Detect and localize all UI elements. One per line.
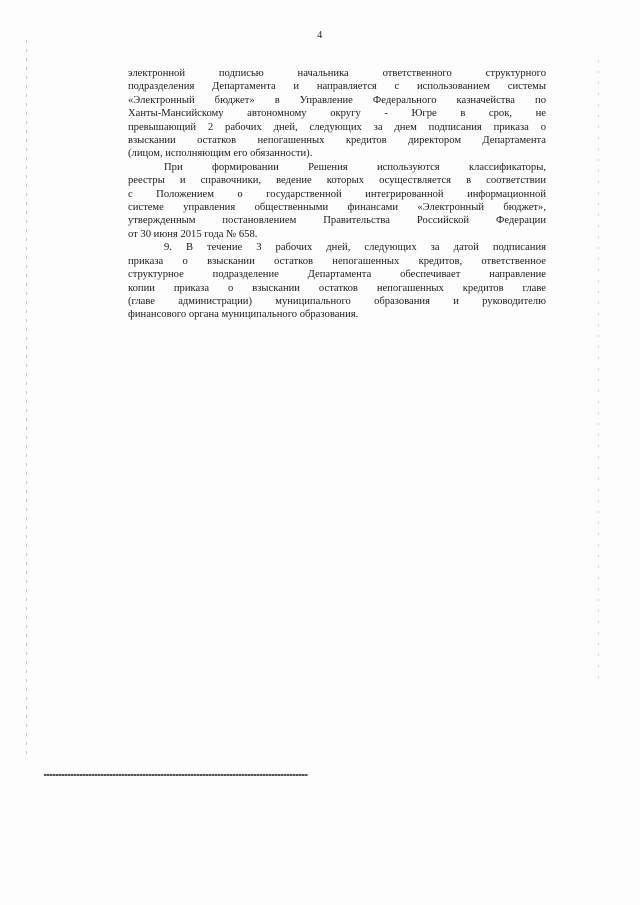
text-line: с Положением о государственной интегрированной информационной bbox=[128, 188, 546, 200]
text-line: 9. В течение 3 рабочих дней, следующих за датой подписания bbox=[164, 242, 546, 254]
text-line: взыскании остатков непогашенных кредитов директором Департамента bbox=[128, 135, 546, 147]
text-line: электронной подписью начальника ответственного структурного bbox=[128, 68, 546, 79]
text-line: утвержденным постановлением Правительства Российской Федерации bbox=[128, 215, 546, 227]
document-body bbox=[128, 67, 546, 322]
paragraph-classifiers bbox=[128, 161, 546, 241]
text-line: структурное подразделение Департамента обеспечивает направление bbox=[128, 269, 546, 281]
text-line: подразделения Департамента и направляется с использованием системы bbox=[128, 81, 546, 93]
text-line: от 30 июня 2015 года № 658. bbox=[128, 228, 258, 240]
text-line: Ханты-Мансийскому автономному округу - Югре в срок, не bbox=[128, 108, 546, 120]
text-line: финансового органа муниципального образования. bbox=[128, 309, 359, 321]
text-line: копии приказа о взыскании остатков непогашенных кредитов главе bbox=[128, 282, 546, 294]
text-line: (главе администрации) муниципального образования и руководителю bbox=[128, 295, 546, 307]
page-number: 4 bbox=[317, 30, 323, 41]
text-line: реестры и справочники, ведение которых осуществляется в соответствии bbox=[128, 175, 546, 187]
text-line: приказа о взыскании остатков непогашенных кредитов, ответственное bbox=[128, 255, 546, 267]
scan-edge-mark-right bbox=[598, 60, 599, 680]
text-line: (лицом, исполняющим его обязанности). bbox=[128, 148, 313, 160]
text-line: «Электронный бюджет» в Управление Федерального казначейства по bbox=[128, 94, 546, 106]
footnote-separator-line bbox=[44, 774, 308, 776]
paragraph-item-9 bbox=[128, 241, 546, 321]
scan-edge-mark-left bbox=[26, 40, 27, 760]
text-line: превышающий 2 рабочих дней, следующих за днем подписания приказа о bbox=[128, 121, 546, 133]
text-line: При формировании Решения используются классификаторы, bbox=[164, 161, 546, 173]
text-line: системе управления общественными финансами «Электронный бюджет», bbox=[128, 202, 546, 214]
paragraph-continuation bbox=[128, 67, 546, 161]
